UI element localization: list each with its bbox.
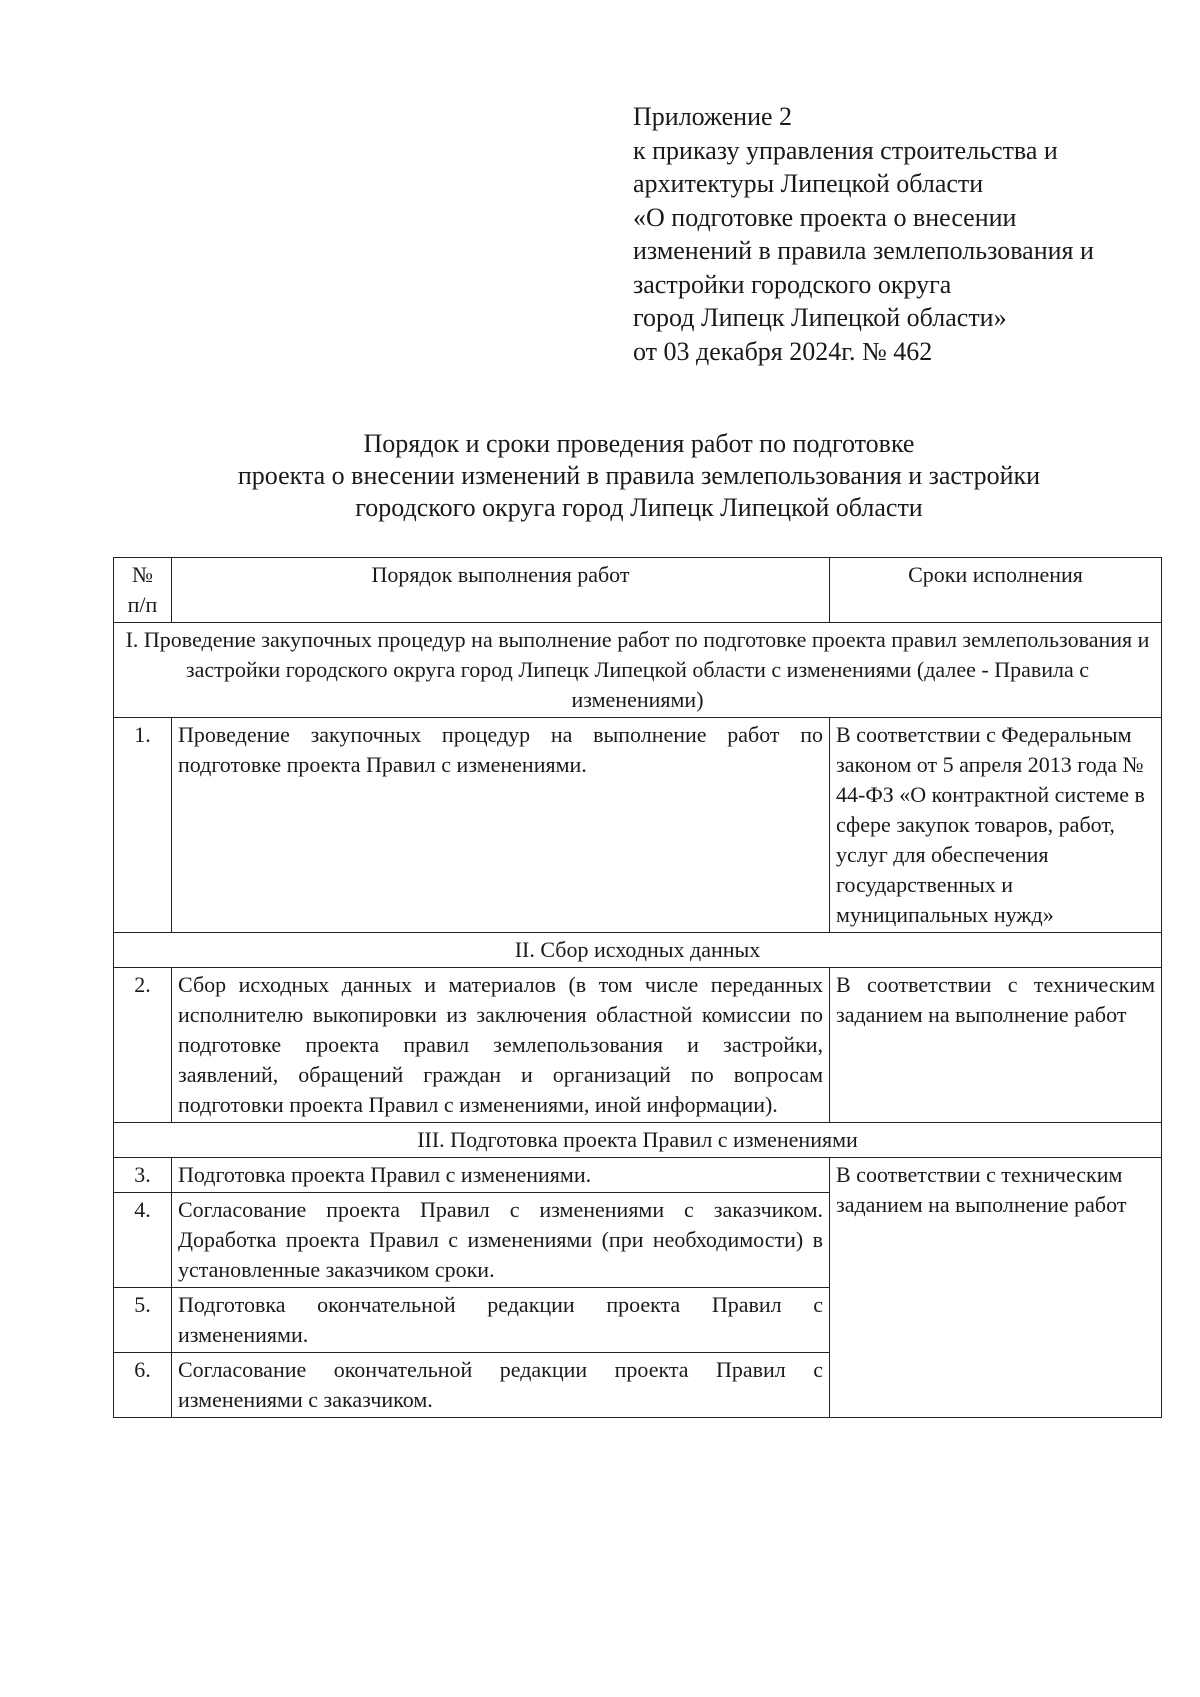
row-work: Подготовка окончательной редакции проекта Правил с изменениями. [172,1288,830,1353]
header-num-abbr: п/п [127,592,158,617]
table-row [114,968,1162,1123]
row-number: 5. [114,1288,172,1353]
header-deadline: Сроки исполнения [830,558,1162,623]
table-row [114,1158,1162,1193]
title-line: Порядок и сроки проведения работ по подготовке [363,429,915,458]
row-number: 3. [114,1158,172,1193]
header-num [114,558,172,623]
works-table [113,557,1162,1418]
row-deadline: В соответствии с Федеральным законом от 5 апреля 2013 года № 44-ФЗ «О контрактной системе в сфере закупок товаров, работ, услуг для обеспечения государственных и муниципальных нужд» [830,718,1162,933]
row-number: 6. [114,1353,172,1418]
document-title [114,428,1164,524]
row-work: Проведение закупочных процедур на выполнение работ по подготовке проекта Правил с изменениями. [172,718,830,933]
appendix-line: застройки городского округа [633,269,952,299]
row-deadline: В соответствии с техническим заданием на выполнение работ [830,1158,1162,1418]
section-title: I. Проведение закупочных процедур на выполнение работ по подготовке проекта правил землепользования и застройки городского округа город Липецк Липецкой области с изменениями (далее - Правила с изменениями) [114,623,1162,718]
header-work: Порядок выполнения работ [172,558,830,623]
row-number: 4. [114,1193,172,1288]
row-deadline: В соответствии с техническим заданием на выполнение работ [830,968,1162,1123]
row-number: 1. [114,718,172,933]
appendix-line: от 03 декабря 2024г. № 462 [633,336,933,366]
appendix-line: Приложение 2 [633,102,793,131]
appendix-line: «О подготовке проекта о внесении [633,202,1017,232]
section-row [114,933,1162,968]
row-work: Согласование проекта Правил с изменениями с заказчиком. Доработка проекта Правил с изменениями (при необходимости) в установленные заказчиком сроки. [172,1193,830,1288]
appendix-line: архитектуры Липецкой области [633,169,984,198]
section-title: III. Подготовка проекта Правил с изменениями [114,1123,1162,1158]
appendix-line: изменений в правила землепользования и [633,236,1094,265]
table-row [114,718,1162,933]
row-work: Сбор исходных данных и материалов (в том числе переданных исполнителю выкопировки из заключения областной комиссии по подготовке проекта правил землепользования и застройки, заявлений, обращений граждан и организаций по вопросам подготовки проекта Правил с изменениями, иной информации). [172,968,830,1123]
section-row [114,1123,1162,1158]
appendix-line: к приказу управления строительства и [633,135,1058,165]
title-line: проекта о внесении изменений в правила землепользования и застройки [237,461,1041,490]
appendix-line: город Липецк Липецкой области» [633,303,1007,332]
row-number: 2. [114,968,172,1123]
section-row [114,623,1162,718]
title-line: городского округа город Липецк Липецкой области [355,493,923,522]
row-work: Подготовка проекта Правил с изменениями. [172,1158,830,1193]
table-header-row [114,558,1162,623]
header-num-symbol: № [132,562,153,587]
appendix-block [633,100,1094,368]
section-title: II. Сбор исходных данных [114,933,1162,968]
row-work: Согласование окончательной редакции проекта Правил с изменениями с заказчиком. [172,1353,830,1418]
